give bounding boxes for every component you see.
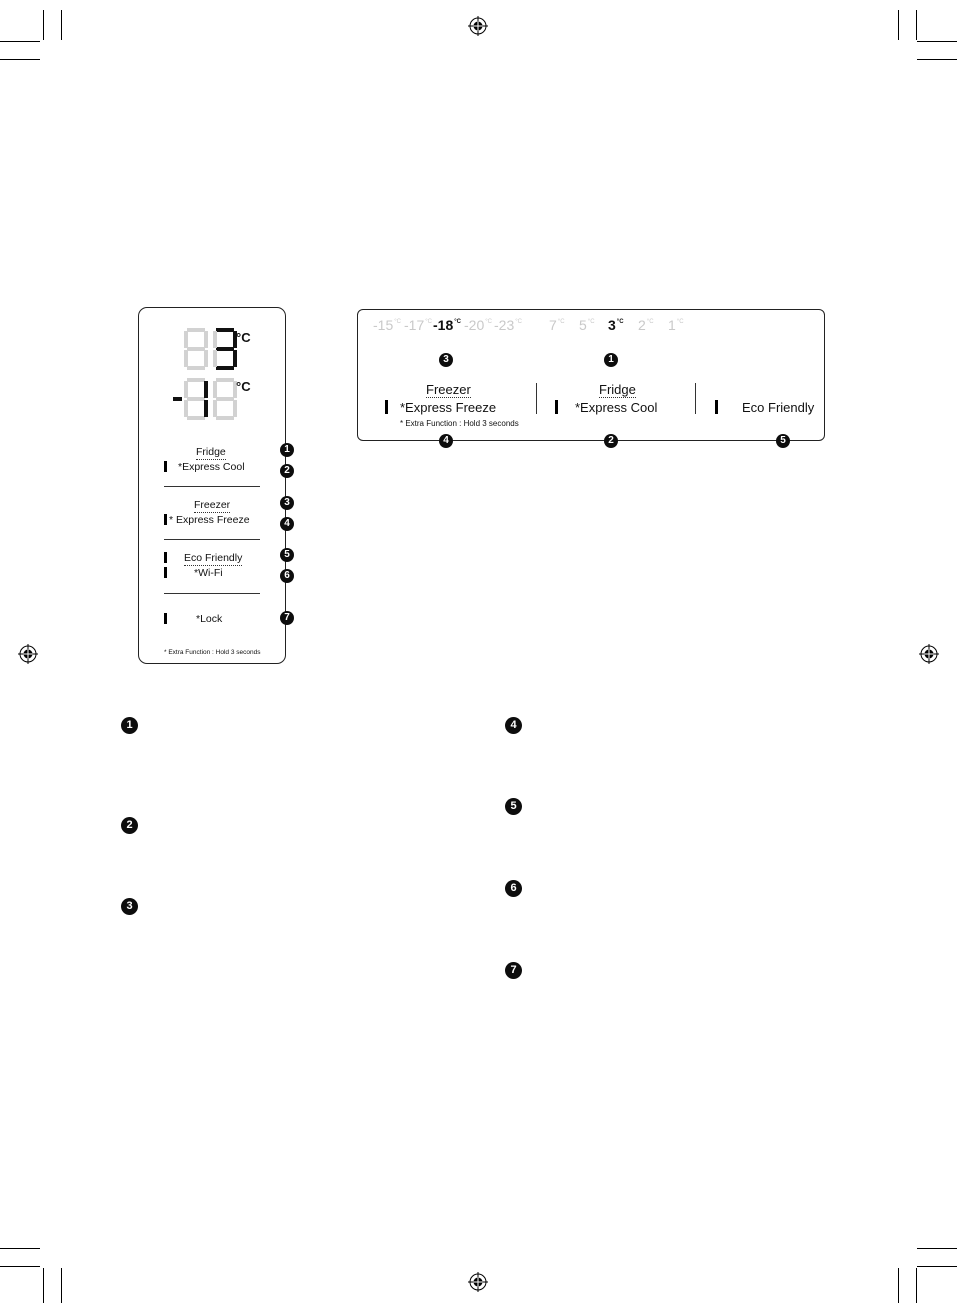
legend-badge-5: 5	[505, 798, 522, 815]
registration-mark-icon	[919, 644, 939, 664]
freezer-temperature-display	[170, 378, 242, 420]
freezer-temp-option[interactable]	[373, 318, 401, 332]
express-cool-button[interactable]: *Express Cool	[178, 461, 245, 473]
crop-mark	[0, 59, 40, 60]
crop-mark	[898, 1268, 899, 1303]
digit-3	[216, 328, 237, 370]
crop-mark	[43, 1268, 44, 1303]
crop-mark	[0, 1248, 40, 1249]
temp-unit: °C	[587, 319, 595, 325]
temp-value: 3	[608, 317, 616, 333]
legend-badge-4: 4	[505, 717, 522, 734]
callout-badge-1: 1	[604, 353, 618, 367]
crop-mark	[917, 1266, 957, 1267]
temp-unit: °C	[485, 319, 492, 325]
fridge-unit-label: °C	[236, 330, 251, 345]
divider	[536, 383, 537, 414]
fridge-label: Fridge	[196, 446, 226, 458]
express-freeze-button[interactable]: * Express Freeze	[169, 514, 250, 526]
fridge-temp-option[interactable]	[638, 318, 654, 332]
temp-value: -15	[373, 317, 394, 333]
freezer-label: Freezer	[194, 499, 231, 511]
lock-indicator	[164, 613, 167, 624]
registration-mark-icon	[468, 1272, 488, 1292]
callout-badge-3: 3	[439, 353, 453, 367]
extra-function-note: * Extra Function : Hold 3 seconds	[400, 419, 519, 428]
temp-unit: °C	[557, 319, 565, 325]
freezer-label: Freezer	[426, 382, 471, 397]
legend-badge-6: 6	[505, 880, 522, 897]
freezer-temp-option[interactable]	[404, 318, 432, 332]
digit-8	[184, 328, 208, 370]
callout-badge-4: 4	[439, 434, 453, 448]
temp-value: 2	[638, 317, 646, 333]
wifi-button[interactable]: *Wi-Fi	[194, 567, 223, 579]
crop-mark	[61, 10, 62, 40]
callout-badge-6: 6	[280, 569, 294, 583]
divider	[164, 486, 260, 487]
legend-badge-7: 7	[505, 962, 522, 979]
express-freeze-indicator	[164, 514, 167, 525]
crop-mark	[916, 10, 917, 40]
freezer-temp-option[interactable]	[494, 318, 522, 332]
express-freeze-button[interactable]: *Express Freeze	[400, 400, 497, 415]
registration-mark-icon	[468, 16, 488, 36]
legend-badge-3: 3	[121, 898, 138, 915]
temp-value: -18	[433, 317, 454, 333]
fridge-temp-option[interactable]	[579, 318, 595, 332]
crop-mark	[917, 59, 957, 60]
callout-badge-1: 1	[280, 443, 294, 457]
temp-value: 1	[668, 317, 676, 333]
crop-mark	[898, 10, 899, 40]
eco-friendly-button[interactable]: Eco Friendly	[742, 400, 815, 415]
callout-badge-3: 3	[280, 496, 294, 510]
callout-badge-4: 4	[280, 517, 294, 531]
temp-value: 7	[549, 317, 557, 333]
eco-friendly-button[interactable]: Eco Friendly	[184, 552, 243, 564]
express-freeze-indicator	[385, 400, 388, 414]
registration-mark-icon	[18, 644, 38, 664]
eco-friendly-indicator	[715, 400, 718, 414]
crop-mark	[61, 1268, 62, 1303]
divider	[695, 383, 696, 414]
temp-unit: °C	[676, 319, 684, 325]
crop-mark	[43, 10, 44, 40]
lock-button[interactable]: *Lock	[196, 613, 223, 625]
fridge-temperature-display	[184, 328, 242, 370]
crop-mark	[917, 1248, 957, 1249]
express-cool-indicator	[164, 461, 167, 472]
fridge-label: Fridge	[599, 382, 636, 397]
extra-function-note: * Extra Function : Hold 3 seconds	[164, 649, 261, 656]
freezer-unit-label: °C	[236, 379, 251, 394]
temp-unit: °C	[454, 319, 461, 325]
crop-mark	[917, 41, 957, 42]
crop-mark	[0, 1266, 40, 1267]
temp-unit: °C	[394, 319, 401, 325]
fridge-temp-option[interactable]	[549, 318, 565, 332]
temp-unit: °C	[616, 319, 624, 325]
callout-badge-5: 5	[280, 548, 294, 562]
freezer-temp-option[interactable]	[464, 318, 492, 332]
temp-unit: °C	[646, 319, 654, 325]
callout-badge-2: 2	[280, 464, 294, 478]
eco-friendly-indicator	[164, 552, 167, 563]
callout-badge-2: 2	[604, 434, 618, 448]
fridge-temp-option[interactable]	[668, 318, 684, 332]
crop-mark	[0, 41, 40, 42]
express-cool-indicator	[555, 400, 558, 414]
temp-unit: °C	[425, 319, 432, 325]
freezer-temp-option-selected[interactable]	[433, 318, 461, 332]
temp-value: -20	[464, 317, 485, 333]
legend-badge-2: 2	[121, 817, 138, 834]
crop-mark	[916, 1268, 917, 1303]
minus-segment	[173, 397, 182, 401]
divider	[164, 539, 260, 540]
callout-badge-7: 7	[280, 611, 294, 625]
express-cool-button[interactable]: *Express Cool	[575, 400, 658, 415]
legend-badge-1: 1	[121, 717, 138, 734]
temp-value: -17	[404, 317, 425, 333]
wifi-indicator	[164, 567, 167, 578]
temp-value: 5	[579, 317, 587, 333]
callout-badge-5: 5	[776, 434, 790, 448]
fridge-temp-option-selected[interactable]	[608, 318, 624, 332]
temp-value: -23	[494, 317, 515, 333]
temp-unit: °C	[515, 319, 522, 325]
divider	[164, 593, 260, 594]
